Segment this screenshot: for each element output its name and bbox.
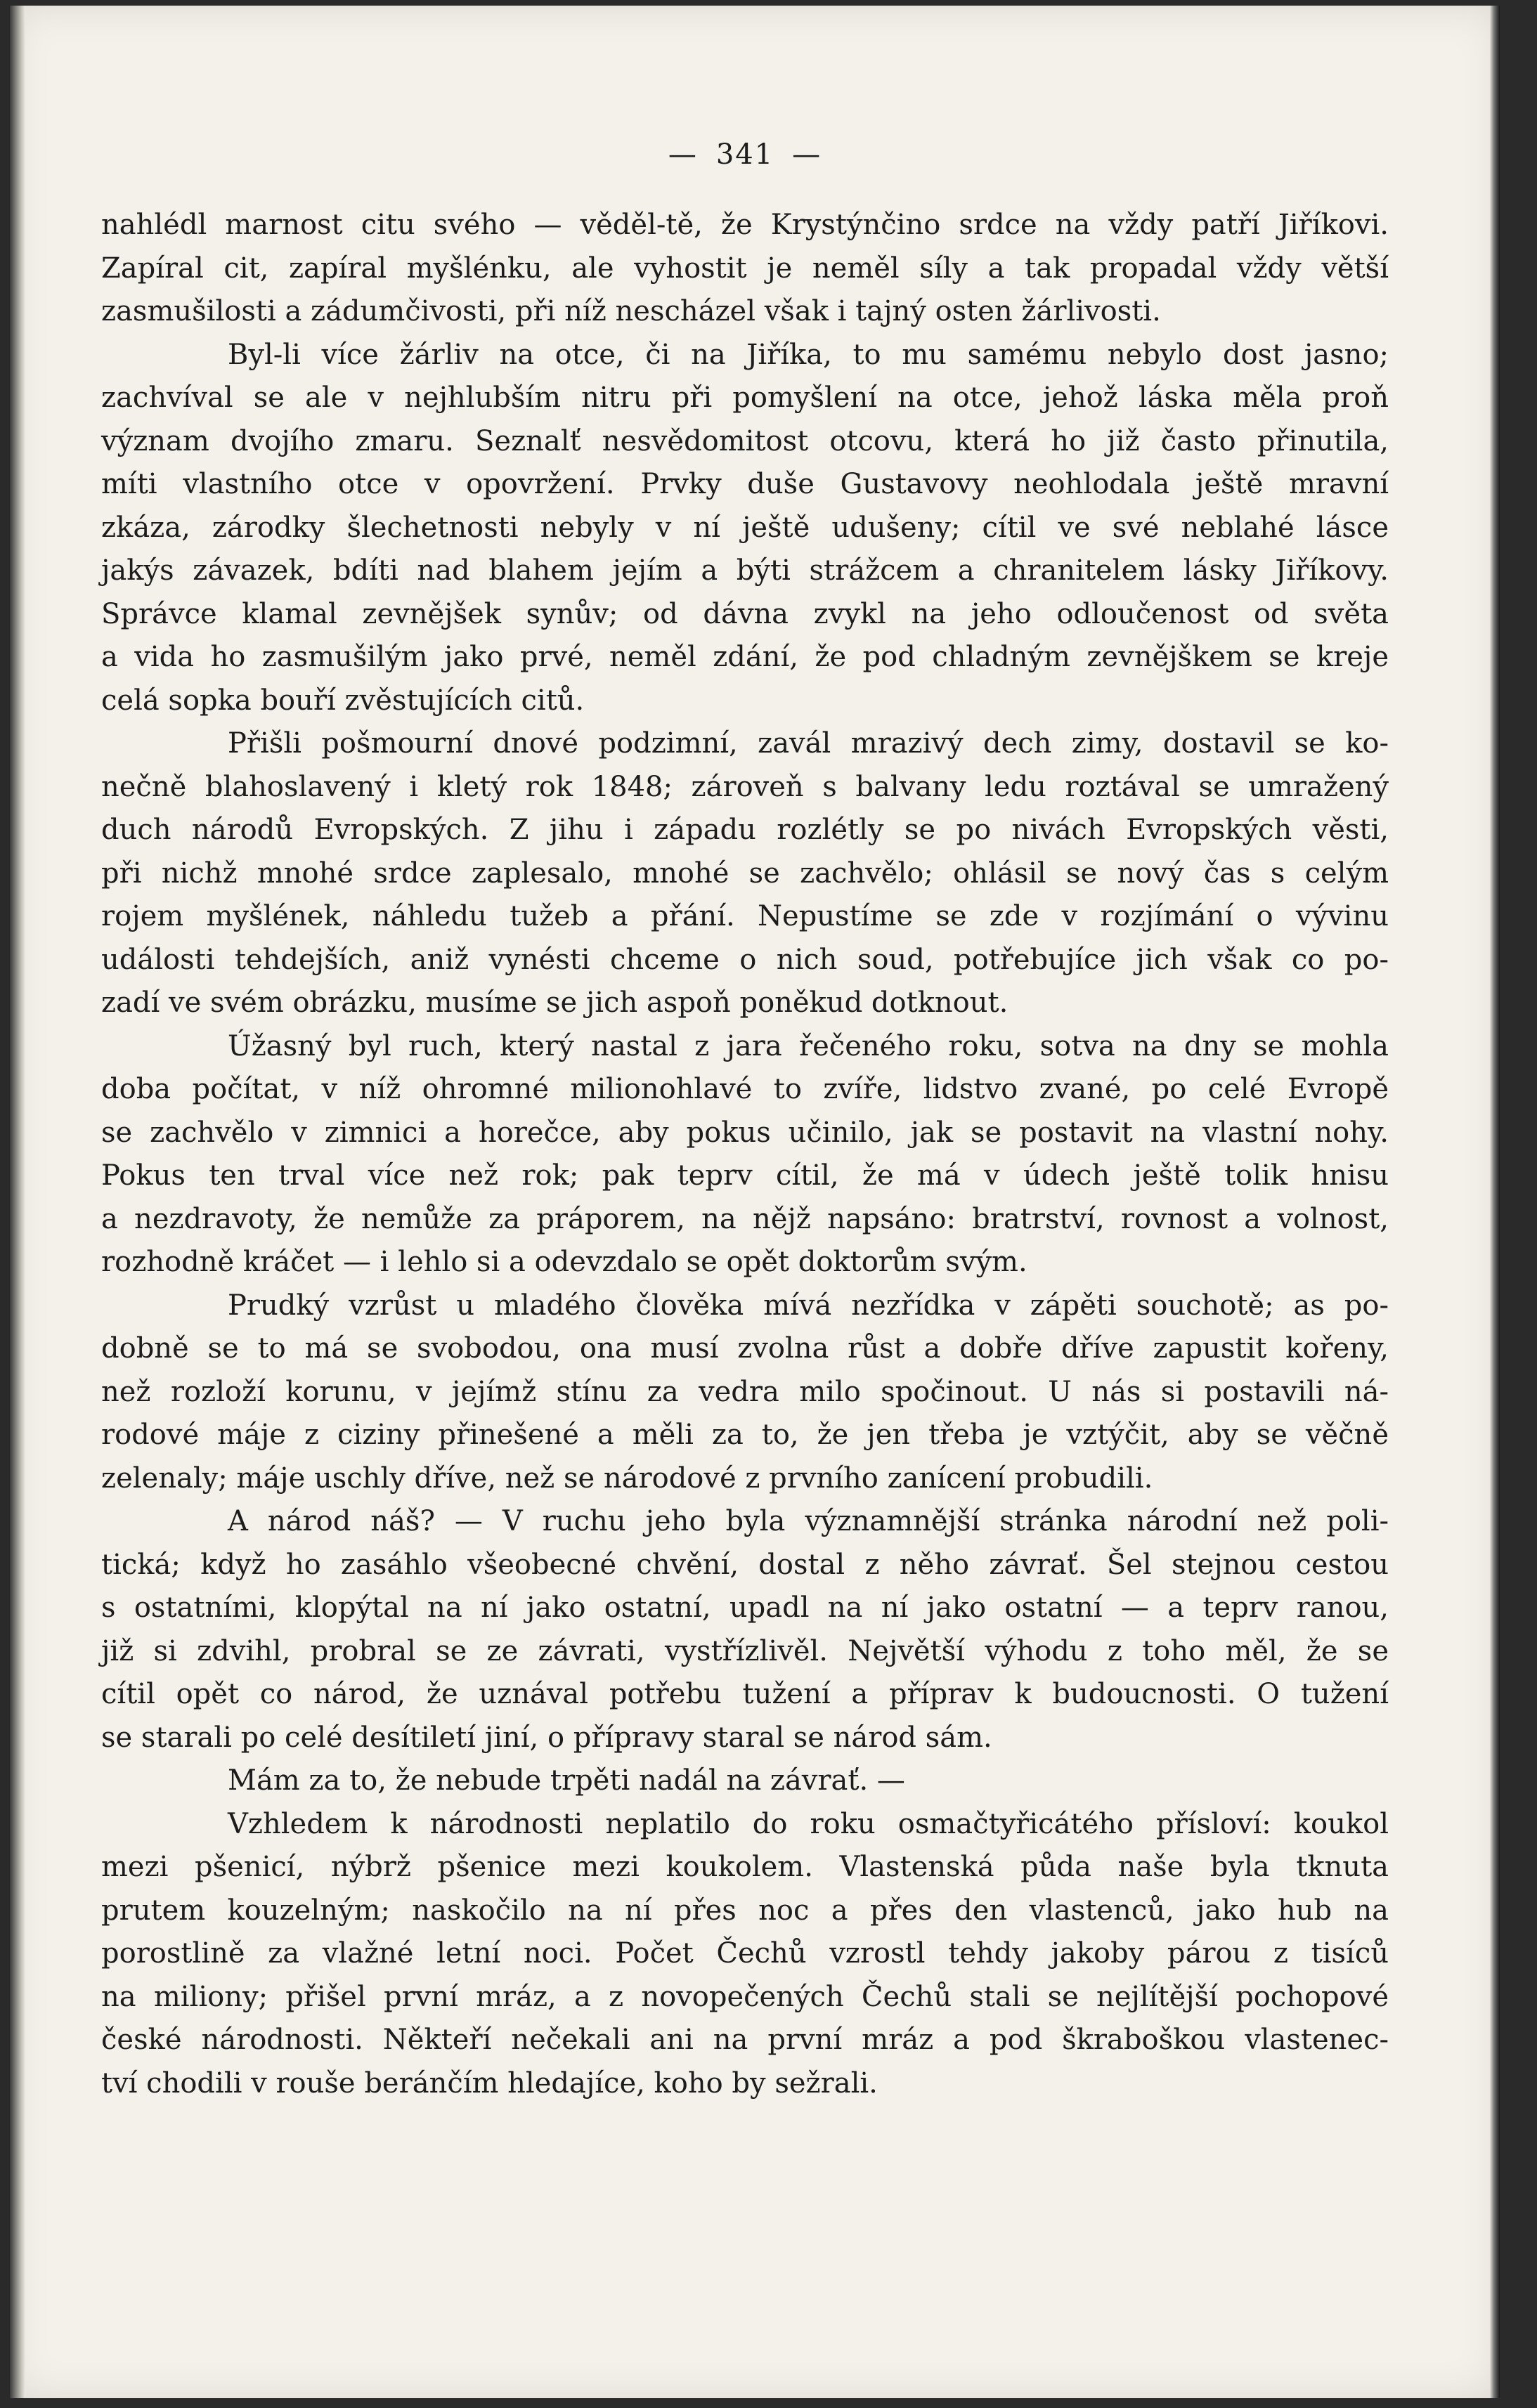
text-line: a nezdravoty, že nemůže za práporem, na nějž napsáno: bratrství, rovnost a volnost,: [101, 1202, 1389, 1235]
text-line: zasmušilosti a zádumčivosti, při níž nescházel však i tajný osten žárlivosti.: [101, 295, 1161, 327]
text-line: Vzhledem k národnosti neplatilo do roku osmačtyřicátého přísloví: koukol: [228, 1807, 1389, 1840]
text-line: se starali po celé desítiletí jiní, o přípravy staral se národ sám.: [101, 1721, 992, 1754]
text-line: Zapíral cit, zapíral myšlénku, ale vyhostit je neměl síly a tak propadal vždy větší: [101, 252, 1389, 285]
page-number-dash-left: —: [668, 138, 698, 171]
text-line: a vida ho zasmušilým jako prvé, neměl zdání, že pod chladným zevnějškem se kreje: [101, 641, 1389, 673]
text-line: zadí ve svém obrázku, musíme se jich aspoň poněkud dotknout.: [101, 987, 1009, 1019]
text-line: nečně blahoslavený i kletý rok 1848; zároveň s balvany ledu roztával se umražený: [101, 770, 1389, 803]
text-line: události tehdejších, aniž vynésti chceme o nich soud, potřebujíce jich však co po-: [101, 943, 1389, 976]
text-line: duch národů Evropských. Z jihu i západu rozlétly se po nivách Evropských věsti,: [101, 814, 1389, 846]
text-line: mezi pšenicí, nýbrž pšenice mezi koukolem. Vlastenská půda naše byla tknuta: [101, 1851, 1389, 1883]
text-line: zelenaly; máje uschly dříve, než se národové z prvního zanícení probudili.: [101, 1462, 1153, 1495]
text-line: rodové máje z ciziny přinešené a měli za to, že jen třeba je vztýčit, aby se věčně: [101, 1419, 1389, 1451]
page-edge-shadow: [1490, 6, 1500, 2398]
text-line: tví chodili v rouše beránčím hledajíce, koho by sežrali.: [101, 2067, 878, 2100]
text-line: dobně se to má se svobodou, ona musí zvolna růst a dobře dříve zapustit kořeny,: [101, 1332, 1389, 1365]
text-line: Byl-li více žárliv na otce, či na Jiříka, to mu samému nebylo dost jasno;: [228, 338, 1389, 371]
text-line: porostlině za vlažné letní noci. Počet Čechů vzrostl tehdy jakoby párou z tisíců: [101, 1937, 1389, 1970]
text-line: rojem myšlének, náhledu tužeb a přání. Nepustíme se zde v rozjímání o vývinu: [101, 900, 1389, 932]
book-page: [10, 6, 1500, 2398]
text-line: prutem kouzelným; naskočilo na ní přes noc a přes den vlastenců, jako hub na: [101, 1894, 1389, 1927]
text-line: cítil opět co národ, že uznával potřebu tužení a příprav k budoucnosti. O tužení: [101, 1678, 1389, 1710]
text-line: zachvíval se ale v nejhlubším nitru při pomyšlení na otce, jehož láska měla proň: [101, 382, 1389, 414]
text-line: Pokus ten trval více než rok; pak teprv cítil, že má v údech ještě tolik hnisu: [101, 1159, 1389, 1192]
text-line: české národnosti. Někteří nečekali ani na první mráz a pod škraboškou vlastenec-: [101, 2024, 1389, 2056]
page-number: [101, 138, 1389, 171]
text-line: již si zdvihl, probral se ze závrati, vystřízlivěl. Největší výhodu z toho měl, že se: [101, 1634, 1389, 1667]
text-line: zkáza, zárodky šlechetnosti nebyly v ní ještě udušeny; cítil ve své neblahé lásce: [101, 511, 1389, 544]
text-line: nahlédl marnost citu svého — věděl-tě, že Krystýnčino srdce na vždy patří Jiříkovi.: [101, 209, 1389, 241]
text-line: s ostatními, klopýtal na ní jako ostatní, upadl na ní jako ostatní — a teprv ranou,: [101, 1592, 1389, 1624]
text-line: tická; když ho zasáhlo všeobecné chvění, dostal z něho závrať. Šel stejnou cestou: [101, 1548, 1389, 1581]
text-line: na miliony; přišel první mráz, a z novopečených Čechů stali se nejlítější pochopové: [101, 1980, 1389, 2013]
binding-gutter: [10, 6, 25, 2398]
text-line: Prudký vzrůst u mladého člověka mívá nezřídka v zápěti souchotě; as po-: [228, 1289, 1389, 1322]
text-line: než rozloží korunu, v jejímž stínu za vedra milo spočinout. U nás si postavili ná-: [101, 1375, 1389, 1408]
text-line: Mám za to, že nebude trpěti nadál na závrať. —: [228, 1764, 905, 1797]
text-line: Úžasný byl ruch, který nastal z jara řečeného roku, sotva na dny se mohla: [228, 1029, 1389, 1062]
page-number-value: 341: [715, 138, 774, 171]
text-line: rozhodně kráčet — i lehlo si a odevzdalo se opět doktorům svým.: [101, 1246, 1027, 1278]
text-line: míti vlastního otce v opovržení. Prvky duše Gustavovy neohlodala ještě mravní: [101, 468, 1389, 500]
text-line: při nichž mnohé srdce zaplesalo, mnohé se zachvělo; ohlásil se nový čas s celým: [101, 857, 1389, 890]
text-line: doba počítat, v níž ohromné milionohlavé to zvíře, lidstvo zvané, po celé Evropě: [101, 1073, 1389, 1105]
text-line: celá sopka bouří zvěstujících citů.: [101, 684, 585, 717]
text-line: Správce klamal zevnějšek synův; od dávna zvykl na jeho odloučenost od světa: [101, 597, 1389, 630]
body-text: [101, 204, 1389, 2105]
text-line: se zachvělo v zimnici a horečce, aby pokus učinilo, jak se postavit na vlastní nohy.: [101, 1116, 1389, 1149]
text-block: [101, 138, 1389, 2105]
text-line: A národ náš? — V ruchu jeho byla významnější stránka národní než poli-: [228, 1505, 1389, 1537]
page-number-dash-right: —: [792, 138, 822, 171]
text-line: Přišli pošmourní dnové podzimní, zavál mrazivý dech zimy, dostavil se ko-: [228, 727, 1389, 760]
text-line: význam dvojího zmaru. Seznalť nesvědomitost otcovu, která ho již často přinutila,: [101, 424, 1389, 457]
text-line: jakýs závazek, bdíti nad blahem jejím a býti strážcem a chranitelem lásky Jiříkovy.: [101, 554, 1389, 587]
